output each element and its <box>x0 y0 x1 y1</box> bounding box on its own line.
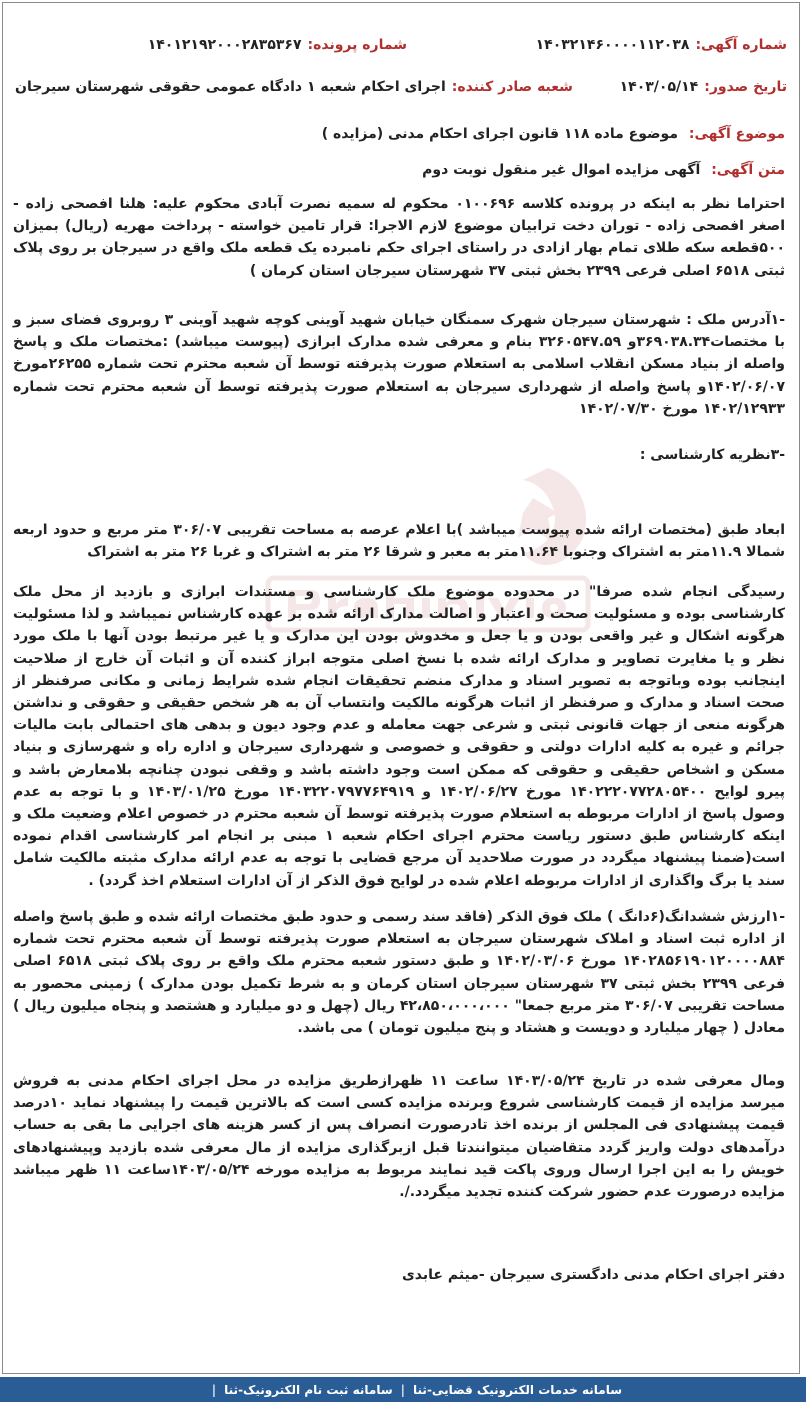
case-number-label: شماره پرونده: <box>307 37 407 53</box>
notice-frame <box>2 2 800 1374</box>
notice-number-label: شماره آگهی: <box>695 37 787 53</box>
case-number-value: ۱۴۰۱۲۱۹۲۰۰۰۲۸۳۵۳۶۷ <box>147 37 302 53</box>
paragraph-dimensions: ابعاد طبق (مختصات ارائه شده پیوست میباشد )با اعلام عرصه به مساحت تقریبی ۳۰۶/۰۷ متر مربع و حدود اربعه شمالا ۱۱.۹متر به اشتراک وجنوبا ۱۱.۶۴متر به معبر و شرقا ۲۶ متر به اشتراک و غربا ۲۶ متر به اشتراک <box>13 522 785 561</box>
subject-value: موضوع ماده ۱۱۸ قانون اجرای احکام مدنی (مزایده ) <box>321 126 678 142</box>
subject-label: موضوع آگهی: <box>688 126 785 142</box>
footer-link-sana-services[interactable]: سامانه خدمات الکترونیک قضایی-ثنا <box>413 1382 622 1397</box>
paragraph-valuation: -۱ارزش ششدانگ(۶دانگ ) ملک فوق الذکر (فاقد سند رسمی و حدود طبق مختصات ارائه شده و طبق پاسخ واصله از اداره ثبت اسناد و املاک شهرستان سیرجان به استعلام صورت پذیرفته توسط آن شعبه محترم تحت شماره ۱۴۰۲۸۵۶۱۹۰۱۲۰۰۰۰۸۸۴ مورخ ۱۴۰۲/۰۳/۰۶ و طبق دستور شعبه محترم ملک واقع بر روی پلاک ثبتی ۶۵۱۸ اصلی فرعی ۲۳۹۹ بخش ثبتی ۳۷ شهرستان سیرجان استان کرمان و به شرط تکمیل بودن مدارک ) زمینی محصور به مساحت تقریبی ۳۰۶/۰۷ متر مربع جمعا" ۴۲،۸۵۰،۰۰۰،۰۰۰ ریال (چهل و دو میلیارد و هشتصد و پنجاه میلیون ریال ) معادل ( چهار میلیارد و دویست و هشتاد و پنج میلیون تومان ) می باشد. <box>13 909 786 1037</box>
branch-value: اجرای احکام شعبه ۱ دادگاه عمومی حقوقی شهرستان سیرجان <box>15 79 446 95</box>
notice-number-value: ۱۴۰۳۲۱۴۶۰۰۰۰۱۱۲۰۳۸ <box>535 37 690 53</box>
footer-separator-end: | <box>211 1382 217 1397</box>
header-row-1 <box>15 37 787 53</box>
footer-bar <box>0 1377 806 1402</box>
footer-separator: | <box>400 1382 406 1397</box>
signature-line: دفتر اجرای احکام مدنی دادگستری سیرجان -میثم عابدی <box>401 1267 785 1283</box>
branch-group <box>15 79 573 95</box>
issue-date-value: ۱۴۰۳/۰۵/۱۴ <box>619 79 699 95</box>
text-heading-label: متن آگهی: <box>711 162 785 178</box>
branch-label: شعبه صادر کننده: <box>451 79 573 95</box>
paragraph-address: -۱آدرس ملک : شهرستان سیرجان شهرک سمنگان خیابان شهید آوینی کوچه شهید آوینی ۳ روبروی فضای سبز و با مختصات۳۶۹۰۳۸.۳۴و ۳۲۶۰۵۴۷.۵۹ بنام و معرفی شده مدارک ابرازی (پیوست میباشد) :مختصات ملک و پاسخ واصله از بنیاد مسکن انقلاب اسلامی به استعلام صورت پذیرفته توسط آن شعبه محترم تحت شماره ۲۶۲۵۵مورخ ۱۴۰۲/۰۶/۰۷و پاسخ واصله از شهرداری سیرجان به استعلام صورت پذیرفته توسط آن شعبه محترم تحت شماره ۱۴۰۲/۱۲۹۳۳ مورخ ۱۴۰۲/۰۷/۳۰ <box>13 312 786 417</box>
issue-date-label: تاریخ صدور: <box>704 79 787 95</box>
text-heading-value: آگهی مزایده اموال غیر منقول نوبت دوم <box>422 162 701 178</box>
paragraph-intro: احتراما نظر به اینکه در پرونده کلاسه ۰۱۰۰۶۹۶ محکوم له سمیه نصرت آبادی محکوم علیه: هلنا افصحی زاده - اصغر افصحی زاده - توران دخت ترابیان موضوع لازم الاجرا: قرار تامین خواسته - پرداخت مهریه (ریال) بمیزان ۵۰۰قطعه سکه طلای تمام بهار ازادی در راستای اجرای حکم نامبرده یک قطعه ملک واقع در سیرجان بر روی پلاک ثبتی ۶۵۱۸ اصلی فرعی ۲۳۹۹ بخش ثبتی ۳۷ شهرستان سیرجان استان کرمان ) <box>13 196 785 279</box>
header-row-2 <box>15 79 787 95</box>
paragraph-auction: ومال معرفی شده در تاریخ ۱۴۰۳/۰۵/۲۴ ساعت ۱۱ ظهرازطریق مزایده در محل اجرای احکام مدنی به فروش میرسد مزایده از قیمت کارشناسی شروع وبرنده مزایده کسی است که بالاترین قیمت را پیشنهاد نماید ۱۰درصد قیمت پیشنهادی فی المجلس از برنده اخذ تادرصورت انصراف پس از کسر هزینه های اجرایی ما بقی به حساب درآمدهای دولت واریز گردد متقاضیان میتوانندتا قبل ازبرگذاری مزایده از مال معرفی شده بازدید وپیشنهادهای خویش را به این اجرا ارسال وروی پاکت قید نمایند مربوط به مزایده مورخه ۱۴۰۳/۰۵/۲۴ساعت ۱۱ ظهر میباشد مزایده درصورت عدم حضور شرکت کننده تجدید میگردد./. <box>13 1073 786 1201</box>
expert-opinion-title: -۳نظریه کارشناسی : <box>639 447 785 463</box>
subject-line <box>17 126 785 142</box>
paragraph-disclaimer: رسیدگی انجام شده صرفا" در محدوده موضوع ملک کارشناسی و مستندات ابرازی و بازدید از محل ملک کارشناسی بوده و مسئولیت صحت و اعتبار و اصالت مدارک ارائه شده بر عهده کارشناس نمیباشد و لذا مسئولیت هرگونه اشکال و غیر واقعی بودن و یا جعل و مخدوش بودن این مدارک و یا غیر مرتبط بودن آنها با ملک مورد نظر و یا مغایرت تصاویر و مدارک ارائه شده با نسخ اصلی متوجه ابراز کننده آن و اثبات آن خارج از صلاحیت اینجانب بوده وباتوجه به تصویر اسناد و مدارک منضم تحقیقات انجام شده شرایط زمانی و مکانی صرفنظر از صحت اسناد و مدارک و صرفنظر از اثبات هرگونه مالکیت وانتساب آن به هر شخص حقیقی و حقوقی و نداشتن هرگونه منعی از جهات قانونی ثبتی و شرعی جهت معامله و عدم وجود دیون و بدهی های احتمالی بابت مالیات جرائم و غیره به کلیه ادارات دولتی و حقوقی و خصوصی و شهرداری سیرجان و اداره راه و شهرسازی و بنیاد مسکن و اشخاص حقیقی و حقوقی که ممکن است وجود داشته باشد و وقفی نبودن چنانچه بلامعارض باشد و پیرو لوایح ۱۴۰۲۲۲۰۷۷۲۸۰۵۴۰۰ مورخ ۱۴۰۲/۰۶/۲۷ و ۱۴۰۳۲۲۰۷۹۷۷۶۴۹۱۹ مورخ ۱۴۰۳/۰۱/۲۵ و با توجه به عدم وصول پاسخ از ادارات مربوطه به استعلام صورت پذیرفته توسط آن شعبه محترم در خصوص اعلام وضعیت ملک و اینکه کارشناس طبق دستور ریاست محترم اجرای احکام شعبه ۱ مبنی بر انجام امر کارشناسی اقدام نموده است(ضمنا پیشنهاد میگردد در صورت صلاحدید آن مرجع قضایی با توجه به عدم ارائه مدارک مثبته مالکیت شامل سند یا برگ واگذاری از ادارات مربوطه اعلام شده در لوایح فوق الذکر از آن ادارات استعلام اخذ گردد) . <box>13 584 786 889</box>
case-number-group <box>148 37 407 53</box>
notice-number-group <box>407 37 787 53</box>
text-heading-line <box>17 162 785 178</box>
issue-date-group <box>573 79 787 95</box>
footer-link-sana-registration[interactable]: سامانه ثبت نام الکترونیک-ثنا <box>224 1382 393 1397</box>
